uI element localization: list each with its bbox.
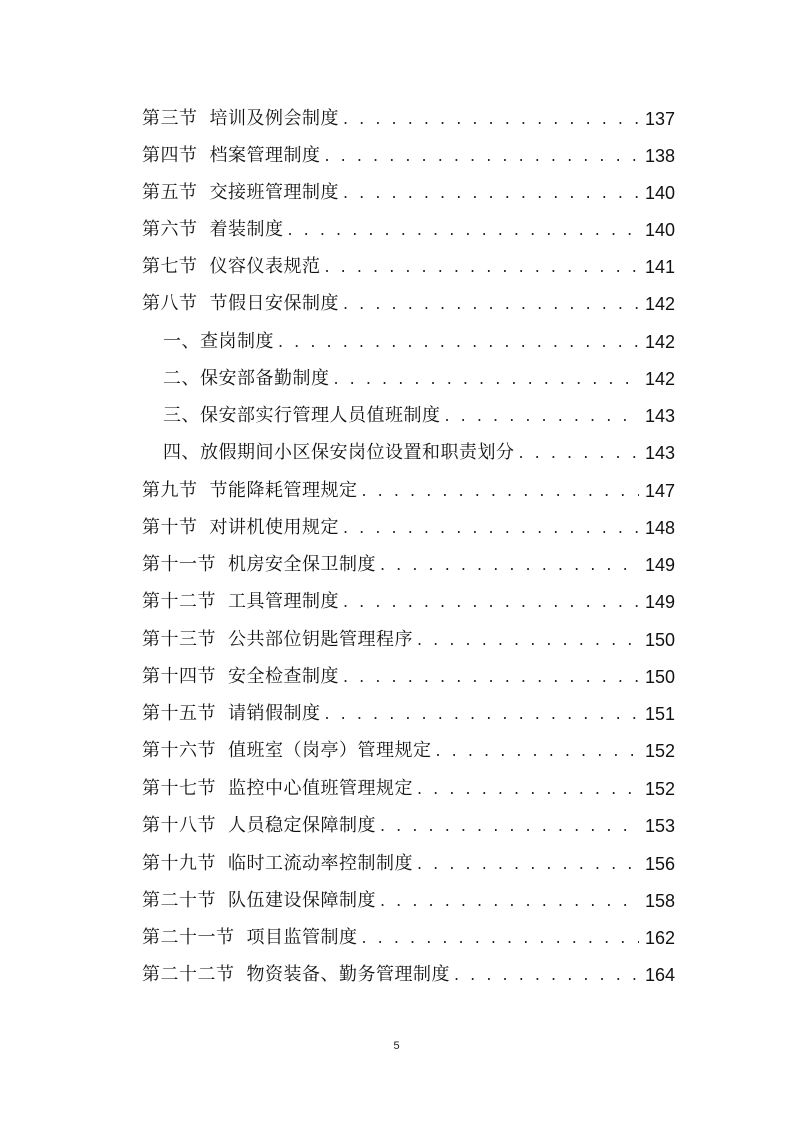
toc-entry[interactable] bbox=[142, 248, 675, 278]
toc-entry-page: 150 bbox=[644, 667, 675, 687]
toc-dot-leader bbox=[417, 778, 639, 800]
toc-entry[interactable] bbox=[142, 807, 675, 837]
toc-entry-page: 150 bbox=[644, 630, 675, 650]
toc-entry-title: 节假日安保制度 bbox=[209, 293, 339, 314]
toc-entry-number: 第十六节 bbox=[142, 740, 216, 761]
toc-dot-leader bbox=[343, 108, 639, 130]
toc-entry-title: 放假期间小区保安岗位设置和职责划分 bbox=[200, 442, 515, 463]
toc-entry-page: 156 bbox=[644, 854, 675, 874]
toc-dot-leader bbox=[436, 740, 639, 762]
toc-entry-number: 第十九节 bbox=[142, 853, 216, 874]
toc-entry-number: 第二十一节 bbox=[142, 927, 235, 948]
toc-entry-title: 临时工流动率控制制度 bbox=[228, 853, 413, 874]
page-number: 5 bbox=[393, 1040, 400, 1052]
toc-entry-title: 人员稳定保障制度 bbox=[228, 815, 376, 836]
toc-entry[interactable] bbox=[142, 658, 675, 688]
toc-entry-title: 查岗制度 bbox=[200, 331, 274, 352]
toc-entry-page: 151 bbox=[644, 704, 675, 724]
toc-entry-number: 第二十节 bbox=[142, 890, 216, 911]
toc-subentry[interactable] bbox=[163, 323, 675, 353]
toc-dot-leader bbox=[325, 256, 639, 278]
toc-entry-page: 142 bbox=[644, 369, 675, 389]
toc-entry-page: 147 bbox=[644, 481, 675, 501]
toc-entry[interactable] bbox=[142, 845, 675, 875]
toc-entry[interactable] bbox=[142, 285, 675, 315]
toc-entry-page: 142 bbox=[644, 294, 675, 314]
toc-entry[interactable] bbox=[142, 509, 675, 539]
toc-entry-number: 第十节 bbox=[142, 517, 198, 538]
toc-entry[interactable] bbox=[142, 919, 675, 949]
toc-dot-leader bbox=[343, 591, 639, 613]
toc-subentry[interactable] bbox=[163, 434, 675, 464]
toc-entry-title: 档案管理制度 bbox=[209, 145, 321, 166]
toc-entry-page: 158 bbox=[644, 891, 675, 911]
toc-entry-number: 四、 bbox=[163, 442, 200, 463]
toc-entry-page: 142 bbox=[644, 332, 675, 352]
toc-entry-page: 140 bbox=[644, 183, 675, 203]
toc-entry[interactable] bbox=[142, 174, 675, 204]
toc-entry-title: 队伍建设保障制度 bbox=[228, 890, 376, 911]
toc-entry-page: 138 bbox=[644, 146, 675, 166]
toc-entry-number: 第十三节 bbox=[142, 629, 216, 650]
toc-entry-page: 141 bbox=[644, 257, 675, 277]
toc-entry[interactable] bbox=[142, 695, 675, 725]
toc-entry-title: 监控中心值班管理规定 bbox=[228, 778, 413, 799]
toc-entry-title: 项目监管制度 bbox=[246, 927, 358, 948]
toc-entry-title: 培训及例会制度 bbox=[209, 108, 339, 129]
toc-entry-page: 143 bbox=[644, 406, 675, 426]
toc-dot-leader bbox=[278, 331, 639, 353]
toc-entry-number: 第十一节 bbox=[142, 554, 216, 575]
toc-entry-number: 第三节 bbox=[142, 108, 198, 129]
toc-entry-number: 第八节 bbox=[142, 293, 198, 314]
toc-entry-number: 第六节 bbox=[142, 219, 198, 240]
toc-entry-title: 交接班管理制度 bbox=[209, 182, 339, 203]
toc-entry-title: 节能降耗管理规定 bbox=[209, 480, 358, 501]
toc-dot-leader bbox=[445, 405, 639, 427]
toc-entry-number: 第四节 bbox=[142, 145, 198, 166]
toc-dot-leader bbox=[334, 368, 639, 390]
toc-entry[interactable] bbox=[142, 882, 675, 912]
toc-dot-leader bbox=[417, 629, 639, 651]
toc-entry-number: 第十五节 bbox=[142, 703, 216, 724]
toc-entry-page: 148 bbox=[644, 518, 675, 538]
toc-entry-title: 着装制度 bbox=[209, 219, 284, 240]
toc-dot-leader bbox=[343, 666, 639, 688]
toc-entry-title: 对讲机使用规定 bbox=[209, 517, 339, 538]
toc-entry[interactable] bbox=[142, 137, 675, 167]
toc-entry-number: 第十二节 bbox=[142, 591, 216, 612]
toc-entry[interactable] bbox=[142, 956, 675, 986]
toc-entry-title: 机房安全保卫制度 bbox=[228, 554, 376, 575]
toc-entry[interactable] bbox=[142, 770, 675, 800]
toc-entry-page: 153 bbox=[644, 816, 675, 836]
toc-entry-title: 保安部实行管理人员值班制度 bbox=[200, 405, 441, 426]
toc-dot-leader bbox=[362, 927, 639, 949]
toc-subentry[interactable] bbox=[163, 360, 675, 390]
toc-entry-number: 第十七节 bbox=[142, 778, 216, 799]
toc-entry-title: 安全检查制度 bbox=[228, 666, 339, 687]
toc-entry[interactable] bbox=[142, 583, 675, 613]
toc-entry-page: 162 bbox=[644, 928, 675, 948]
toc-entry-number: 第十八节 bbox=[142, 815, 216, 836]
toc-entry-number: 第五节 bbox=[142, 182, 198, 203]
toc-entry-title: 值班室（岗亭）管理规定 bbox=[228, 740, 432, 761]
toc-entry[interactable] bbox=[142, 211, 675, 241]
toc-dot-leader bbox=[325, 145, 639, 167]
toc-entry-page: 143 bbox=[644, 443, 675, 463]
toc-entry-page: 164 bbox=[644, 965, 675, 985]
toc-entry-number: 第九节 bbox=[142, 480, 198, 501]
toc-dot-leader bbox=[325, 703, 639, 725]
toc-entry-number: 二、 bbox=[163, 368, 200, 389]
toc-entry-number: 一、 bbox=[163, 331, 200, 352]
toc-entry[interactable] bbox=[142, 546, 675, 576]
toc-dot-leader bbox=[380, 815, 639, 837]
toc-entry[interactable] bbox=[142, 621, 675, 651]
toc-entry-number: 第七节 bbox=[142, 256, 198, 277]
toc-entry-title: 物资装备、勤务管理制度 bbox=[246, 964, 450, 985]
toc-entry-title: 仪容仪表规范 bbox=[209, 256, 321, 277]
toc-entry-page: 152 bbox=[644, 779, 675, 799]
toc-subentry[interactable] bbox=[163, 397, 675, 427]
toc-entry[interactable] bbox=[142, 472, 675, 502]
toc-dot-leader bbox=[343, 517, 639, 539]
toc-entry[interactable] bbox=[142, 100, 675, 130]
toc-entry-page: 140 bbox=[644, 220, 675, 240]
toc-dot-leader bbox=[362, 480, 639, 502]
toc-dot-leader bbox=[288, 219, 639, 241]
toc-entry[interactable] bbox=[142, 732, 675, 762]
toc-entry-page: 137 bbox=[644, 109, 675, 129]
toc-dot-leader bbox=[519, 442, 639, 464]
toc-dot-leader bbox=[380, 890, 639, 912]
toc-entry-page: 152 bbox=[644, 741, 675, 761]
toc-entry-page: 149 bbox=[644, 592, 675, 612]
toc-dot-leader bbox=[417, 853, 639, 875]
toc-entry-title: 工具管理制度 bbox=[228, 591, 339, 612]
toc-entry-number: 第二十二节 bbox=[142, 964, 235, 985]
toc-entry-title: 保安部备勤制度 bbox=[200, 368, 330, 389]
toc-dot-leader bbox=[454, 964, 639, 986]
toc-entry-title: 请销假制度 bbox=[228, 703, 321, 724]
toc-entry-number: 三、 bbox=[163, 405, 200, 426]
toc-dot-leader bbox=[343, 293, 639, 315]
toc-dot-leader bbox=[343, 182, 639, 204]
toc-entry-number: 第十四节 bbox=[142, 666, 216, 687]
toc-entry-page: 149 bbox=[644, 555, 675, 575]
toc-entry-title: 公共部位钥匙管理程序 bbox=[228, 629, 413, 650]
toc-dot-leader bbox=[380, 554, 639, 576]
